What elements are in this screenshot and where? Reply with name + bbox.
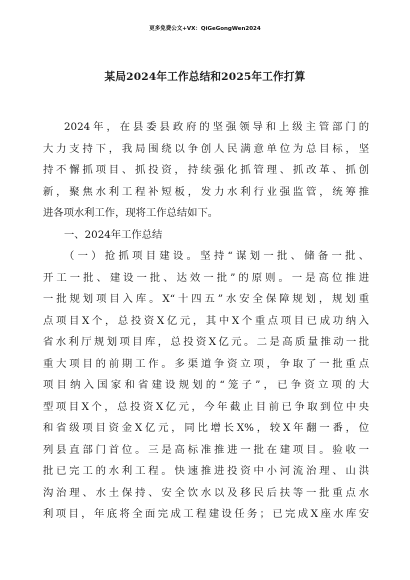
paragraph-line: 项目纳入国家和省建设规划的“笼子”，已争资立项的大 [43,379,369,391]
paragraph-line: 型项目X个，总投资X亿元，今年截止目前已争取到位中央 [43,400,369,413]
paragraph-line: 重大项目的前期工作。多渠道争资立项，争取了一批重点 [43,357,369,370]
paragraph-line: 批已完工的水利工程。快速推进投资中小河流治理、山洪 [43,465,369,477]
paragraph-line: 沟治理、水土保持、安全饮水以及移民后扶等一批重点水 [43,486,369,499]
page-header: 更多免费公文+VX：QiGeGongWen2024 [149,26,261,32]
section-heading: 一、2024年工作总结 [64,228,163,241]
paragraph-line: 新，聚焦水利工程补短板，发力水利行业强监管，统筹推 [43,185,369,198]
paragraph-line: （一）抢抓项目建设。坚持“谋划一批、储备一批、 [64,250,369,262]
paragraph-line: 利项目，年底将全面完成工程建设任务；已完成X座水库安 [43,508,369,520]
paragraph-line: 2024年，在县委县政府的坚强领导和上级主管部门的 [64,121,369,133]
paragraph-line: 大力支持下，我局围绕以争创人民满意单位为总目标，坚 [43,142,369,155]
paragraph-line: 省水利厅规划项目库，总投资X亿元。二是高质量推动一批 [43,336,369,348]
paragraph-line: 点项目X个，总投资X亿元，其中X个重点项目已成功纳入 [43,314,369,327]
paragraph-line: 持不懈抓项目、抓投资，持续强化抓管理、抓改革、抓创 [43,164,369,176]
paragraph-line: 开工一批、建设一批、达效一批”的原则。一是高位推进 [43,271,369,284]
paragraph-line: 进各项水利工作，现将工作总结如下。 [43,207,219,219]
paragraph-line: 列县直部门首位。三是高标准推进一批在建项目。验收一 [43,443,369,456]
document-body [43,117,369,526]
paragraph-line: 和省级项目资金X亿元，同比增长X%，较X年翻一番，位 [43,422,369,434]
paragraph-line: 一批规划项目入库。X“十四五”水安全保障规划，规划重 [43,293,369,305]
document-title: 某局2024年工作总结和2025年工作打算 [104,71,306,83]
